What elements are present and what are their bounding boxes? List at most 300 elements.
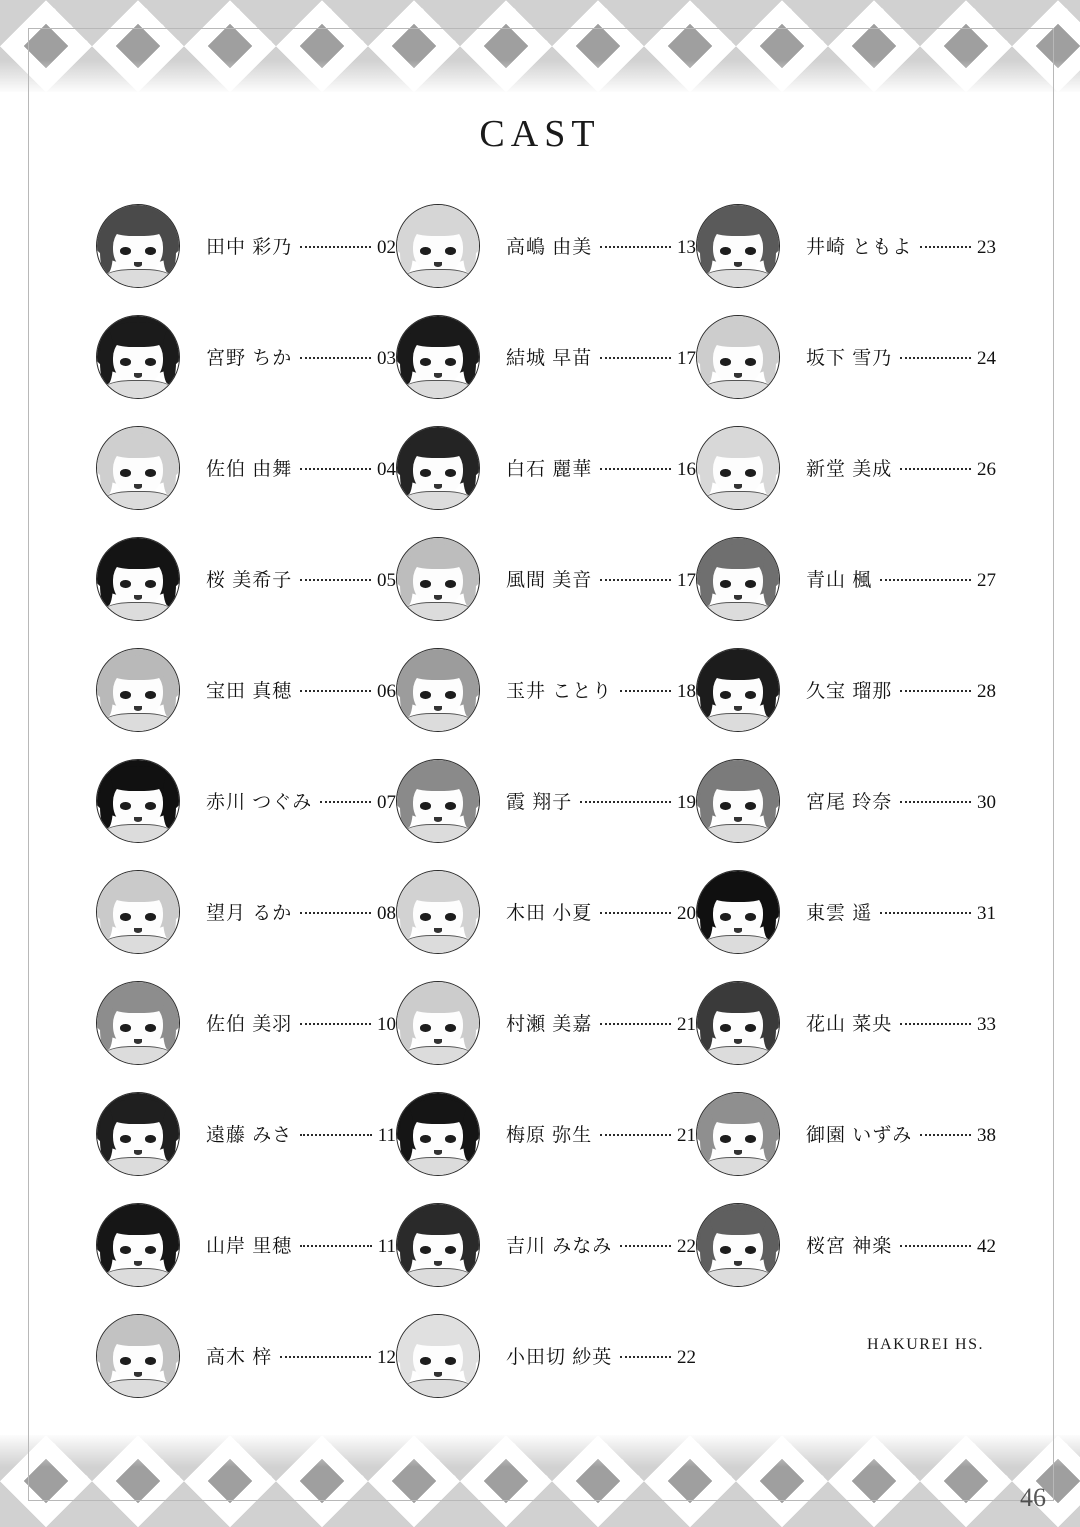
portrait-hair-side-left [400, 663, 413, 717]
cast-entry-text [506, 454, 696, 481]
portrait-artwork [697, 760, 779, 842]
cast-name: 青山 楓 [806, 570, 873, 591]
cast-portrait-icon [696, 315, 780, 399]
cast-page-number: 03 [377, 348, 396, 369]
portrait-eye-left [420, 469, 431, 476]
cast-portrait-icon [696, 537, 780, 621]
portrait-mouth [134, 928, 142, 933]
cast-name: 村瀬 美嘉 [506, 1014, 593, 1035]
cast-page-number: 31 [977, 903, 996, 924]
cast-portrait-icon [396, 1203, 480, 1287]
portrait-mouth [434, 706, 442, 711]
cast-entry[interactable] [696, 412, 996, 523]
portrait-eye-right [745, 358, 756, 365]
portrait-eye-left [720, 247, 731, 254]
portrait-eye-left [420, 358, 431, 365]
portrait-artwork [397, 316, 479, 398]
portrait-eye-right [445, 469, 456, 476]
portrait-mouth [134, 706, 142, 711]
portrait-hair-side-right [763, 552, 776, 606]
cast-entry-text [206, 1342, 396, 1369]
portrait-bangs [407, 211, 469, 236]
portrait-hair-side-right [763, 330, 776, 384]
cast-portrait-icon [696, 1203, 780, 1287]
cast-entry[interactable] [696, 745, 996, 856]
cast-entry-text [506, 1009, 696, 1036]
cast-entry-text [806, 454, 996, 481]
portrait-mouth [734, 484, 742, 489]
portrait-hair-side-left [700, 219, 713, 273]
cast-entry[interactable] [96, 523, 396, 634]
portrait-mouth [434, 1261, 442, 1266]
cast-entry[interactable] [696, 634, 996, 745]
portrait-uniform [104, 269, 173, 287]
portrait-eye-left [120, 580, 131, 587]
cast-portrait-icon [696, 870, 780, 954]
portrait-hair-side-right [163, 996, 176, 1050]
cast-entry[interactable] [396, 523, 696, 634]
portrait-bangs [707, 544, 769, 569]
cast-page-number: 12 [377, 1347, 396, 1368]
cast-entry-text [806, 1231, 996, 1258]
portrait-uniform [404, 602, 473, 620]
cast-entry[interactable] [396, 1189, 696, 1300]
portrait-artwork [697, 982, 779, 1064]
cast-name: 井崎 ともよ [806, 237, 913, 258]
portrait-bangs [407, 544, 469, 569]
portrait-eye-right [145, 580, 156, 587]
portrait-uniform [104, 1046, 173, 1064]
cast-page-number: 08 [377, 903, 396, 924]
cast-name: 東雲 遥 [806, 903, 873, 924]
portrait-hair-side-right [163, 441, 176, 495]
portrait-artwork [97, 871, 179, 953]
cast-entry-text [806, 787, 996, 814]
portrait-artwork [97, 1204, 179, 1286]
portrait-eye-right [445, 691, 456, 698]
portrait-uniform [104, 935, 173, 953]
portrait-hair-side-left [400, 996, 413, 1050]
portrait-eye-right [745, 247, 756, 254]
cast-portrait-icon [396, 981, 480, 1065]
leader-dots [300, 579, 371, 581]
portrait-eye-right [145, 1024, 156, 1031]
cast-portrait-icon [696, 1092, 780, 1176]
portrait-eye-left [720, 1246, 731, 1253]
portrait-hair-side-left [100, 996, 113, 1050]
cast-column-1 [96, 190, 396, 1411]
cast-entry[interactable] [96, 190, 396, 301]
portrait-uniform [404, 824, 473, 842]
cast-name: 梅原 弥生 [506, 1125, 593, 1146]
leader-dots [900, 801, 971, 803]
portrait-uniform [704, 269, 773, 287]
cast-page-number: 11 [377, 1125, 396, 1146]
leader-dots [900, 468, 971, 470]
cast-portrait-icon [96, 981, 180, 1065]
portrait-artwork [697, 427, 779, 509]
cast-portrait-icon [96, 870, 180, 954]
cast-entry[interactable] [396, 1300, 696, 1411]
cast-entry[interactable] [96, 967, 396, 1078]
portrait-bangs [107, 655, 169, 680]
portrait-eye-left [720, 1024, 731, 1031]
cast-portrait-icon [396, 315, 480, 399]
cast-entry[interactable] [696, 856, 996, 967]
portrait-hair-side-left [700, 330, 713, 384]
cast-name: 御園 いずみ [806, 1125, 913, 1146]
portrait-hair-side-right [163, 219, 176, 273]
portrait-hair-side-left [100, 552, 113, 606]
portrait-artwork [697, 871, 779, 953]
cast-entry-text [506, 565, 696, 592]
cast-page-number: 42 [977, 1236, 996, 1257]
portrait-bangs [407, 1099, 469, 1124]
cast-name: 玉井 ことり [506, 681, 613, 702]
cast-portrait-icon [696, 204, 780, 288]
cast-page-number: 24 [977, 348, 996, 369]
portrait-eye-left [420, 802, 431, 809]
portrait-artwork [97, 1093, 179, 1175]
cast-portrait-icon [696, 759, 780, 843]
portrait-hair-side-right [463, 552, 476, 606]
leader-dots [600, 246, 671, 248]
portrait-hair-side-left [400, 1218, 413, 1272]
portrait-bangs [707, 322, 769, 347]
portrait-mouth [134, 1372, 142, 1377]
cast-entry[interactable] [96, 856, 396, 967]
portrait-hair-side-right [163, 663, 176, 717]
portrait-hair-side-left [400, 552, 413, 606]
portrait-eye-right [445, 802, 456, 809]
portrait-uniform [404, 1379, 473, 1397]
portrait-bangs [107, 766, 169, 791]
cast-name: 山岸 里穂 [206, 1236, 293, 1257]
portrait-eye-right [145, 469, 156, 476]
portrait-hair-side-left [100, 885, 113, 939]
portrait-eye-left [120, 1135, 131, 1142]
cast-page-number: 16 [677, 459, 696, 480]
portrait-hair-side-left [700, 774, 713, 828]
portrait-mouth [734, 373, 742, 378]
cast-portrait-icon [396, 759, 480, 843]
cast-entry-text [806, 1009, 996, 1036]
cast-entry[interactable] [696, 967, 996, 1078]
cast-entry[interactable] [96, 412, 396, 523]
portrait-eye-right [745, 469, 756, 476]
leader-dots [300, 1134, 371, 1136]
portrait-artwork [97, 427, 179, 509]
portrait-hair-side-left [700, 441, 713, 495]
portrait-uniform [104, 602, 173, 620]
leader-dots [900, 1023, 971, 1025]
portrait-artwork [97, 205, 179, 287]
portrait-uniform [704, 602, 773, 620]
portrait-eye-left [420, 580, 431, 587]
portrait-bangs [107, 877, 169, 902]
portrait-bangs [707, 433, 769, 458]
cast-entry[interactable] [696, 190, 996, 301]
portrait-hair-side-right [763, 996, 776, 1050]
portrait-uniform [404, 1046, 473, 1064]
cast-entry[interactable] [696, 523, 996, 634]
cast-entry-text [506, 232, 696, 259]
page-title: CAST [479, 113, 601, 155]
cast-name: 遠藤 みさ [206, 1125, 293, 1146]
cast-portrait-icon [96, 1092, 180, 1176]
portrait-hair-side-right [763, 441, 776, 495]
portrait-eye-left [120, 802, 131, 809]
portrait-artwork [397, 982, 479, 1064]
portrait-bangs [707, 766, 769, 791]
cast-portrait-icon [96, 537, 180, 621]
cast-entry[interactable] [396, 301, 696, 412]
portrait-artwork [697, 316, 779, 398]
portrait-mouth [434, 373, 442, 378]
portrait-uniform [104, 713, 173, 731]
leader-dots [320, 801, 371, 803]
portrait-mouth [434, 817, 442, 822]
portrait-artwork [697, 1093, 779, 1175]
portrait-eye-right [745, 1024, 756, 1031]
leader-dots [920, 1134, 971, 1136]
portrait-hair-side-left [700, 1218, 713, 1272]
portrait-hair-side-left [400, 1329, 413, 1383]
portrait-hair-side-right [163, 1107, 176, 1161]
portrait-eye-left [720, 469, 731, 476]
portrait-eye-left [720, 1135, 731, 1142]
leader-dots [900, 357, 971, 359]
leader-dots [600, 579, 671, 581]
leader-dots [300, 690, 371, 692]
cast-name: 佐伯 由舞 [206, 459, 293, 480]
cast-entry-text [506, 676, 696, 703]
portrait-bangs [707, 1210, 769, 1235]
cast-entry[interactable] [396, 190, 696, 301]
portrait-eye-right [445, 1246, 456, 1253]
cast-name: 宝田 真穂 [206, 681, 293, 702]
cast-entry[interactable] [396, 745, 696, 856]
portrait-eye-left [420, 913, 431, 920]
portrait-artwork [397, 1204, 479, 1286]
cast-name: 坂下 雪乃 [806, 348, 893, 369]
cast-portrait-icon [96, 315, 180, 399]
cast-name: 久宝 瑠那 [806, 681, 893, 702]
portrait-bangs [407, 766, 469, 791]
portrait-hair-side-right [463, 996, 476, 1050]
cast-entry-text [206, 343, 396, 370]
leader-dots [620, 690, 671, 692]
cast-entry[interactable] [96, 745, 396, 856]
portrait-eye-left [420, 691, 431, 698]
cast-entry[interactable] [396, 967, 696, 1078]
portrait-uniform [404, 1268, 473, 1286]
cast-column-2 [396, 190, 696, 1411]
portrait-mouth [134, 1039, 142, 1044]
cast-entry[interactable] [96, 301, 396, 412]
cast-portrait-icon [396, 426, 480, 510]
leader-dots [300, 1245, 371, 1247]
portrait-hair-side-right [163, 330, 176, 384]
portrait-uniform [704, 1046, 773, 1064]
cast-entry[interactable] [96, 1300, 396, 1411]
cast-entry[interactable] [396, 412, 696, 523]
portrait-uniform [104, 380, 173, 398]
cast-entry-text [206, 1120, 396, 1147]
cast-entry[interactable] [396, 856, 696, 967]
portrait-artwork [97, 760, 179, 842]
cast-page-number: 27 [977, 570, 996, 591]
portrait-uniform [704, 824, 773, 842]
cast-entry-text [506, 787, 696, 814]
cast-name: 小田切 紗英 [506, 1347, 613, 1368]
portrait-uniform [404, 491, 473, 509]
portrait-hair-side-left [400, 885, 413, 939]
portrait-bangs [707, 655, 769, 680]
portrait-hair-side-right [163, 1329, 176, 1383]
cast-entry[interactable] [696, 301, 996, 412]
portrait-eye-right [445, 913, 456, 920]
portrait-hair-side-left [100, 1218, 113, 1272]
portrait-hair-side-left [400, 1107, 413, 1161]
portrait-hair-side-right [463, 1107, 476, 1161]
portrait-artwork [97, 649, 179, 731]
cast-page-number: 13 [677, 237, 696, 258]
cast-name: 霞 翔子 [506, 792, 573, 813]
portrait-hair-side-left [700, 1107, 713, 1161]
portrait-hair-side-right [463, 774, 476, 828]
portrait-artwork [397, 538, 479, 620]
cast-name: 桜宮 神楽 [806, 1236, 893, 1257]
cast-portrait-icon [396, 1092, 480, 1176]
portrait-hair-side-right [463, 885, 476, 939]
cast-page-number: 06 [377, 681, 396, 702]
cast-page-number: 22 [677, 1236, 696, 1257]
cast-portrait-icon [696, 648, 780, 732]
portrait-eye-left [720, 580, 731, 587]
cast-entry[interactable] [396, 1078, 696, 1189]
cast-entry-text [206, 565, 396, 592]
portrait-eye-left [120, 1246, 131, 1253]
portrait-eye-left [120, 1357, 131, 1364]
portrait-mouth [734, 595, 742, 600]
portrait-hair-side-left [700, 996, 713, 1050]
portrait-uniform [104, 491, 173, 509]
cast-entry[interactable] [396, 634, 696, 745]
cast-entry-text [206, 787, 396, 814]
cast-entry[interactable] [96, 634, 396, 745]
portrait-eye-right [145, 247, 156, 254]
cast-page-number: 17 [677, 348, 696, 369]
portrait-eye-right [745, 691, 756, 698]
portrait-eye-left [420, 1357, 431, 1364]
cast-entry[interactable] [96, 1078, 396, 1189]
cast-portrait-icon [96, 648, 180, 732]
portrait-eye-right [445, 580, 456, 587]
portrait-hair-side-left [100, 1329, 113, 1383]
portrait-uniform [404, 1157, 473, 1175]
portrait-bangs [707, 988, 769, 1013]
cast-name: 田中 彩乃 [206, 237, 293, 258]
portrait-hair-side-right [763, 219, 776, 273]
cast-page-number: 18 [677, 681, 696, 702]
portrait-mouth [434, 1150, 442, 1155]
portrait-bangs [107, 1321, 169, 1346]
leader-dots [300, 468, 371, 470]
cast-name: 花山 菜央 [806, 1014, 893, 1035]
cast-name: 木田 小夏 [506, 903, 593, 924]
portrait-hair-side-left [400, 774, 413, 828]
portrait-hair-side-right [763, 1107, 776, 1161]
cast-portrait-icon [396, 537, 480, 621]
cast-page-number: 04 [377, 459, 396, 480]
cast-name: 白石 麗華 [506, 459, 593, 480]
portrait-uniform [404, 935, 473, 953]
cast-name: 宮野 ちか [206, 348, 293, 369]
portrait-mouth [434, 1039, 442, 1044]
page-folio: 46 [1020, 1483, 1046, 1512]
portrait-bangs [107, 433, 169, 458]
leader-dots [600, 1023, 671, 1025]
portrait-bangs [407, 655, 469, 680]
portrait-eye-right [445, 247, 456, 254]
portrait-eye-right [445, 1135, 456, 1142]
portrait-hair-side-right [463, 441, 476, 495]
cast-page-number: 38 [977, 1125, 996, 1146]
cast-name: 高木 梓 [206, 1347, 273, 1368]
portrait-artwork [697, 1204, 779, 1286]
portrait-hair-side-left [700, 552, 713, 606]
portrait-hair-side-right [163, 552, 176, 606]
portrait-eye-left [420, 247, 431, 254]
portrait-bangs [707, 211, 769, 236]
cast-page-number: 21 [677, 1014, 696, 1035]
cast-portrait-icon [696, 981, 780, 1065]
cast-entry[interactable] [696, 1078, 996, 1189]
cast-entry[interactable] [96, 1189, 396, 1300]
portrait-mouth [734, 1261, 742, 1266]
portrait-eye-right [745, 802, 756, 809]
portrait-bangs [707, 877, 769, 902]
portrait-hair-side-left [100, 219, 113, 273]
portrait-bangs [407, 433, 469, 458]
portrait-eye-left [720, 802, 731, 809]
portrait-eye-right [145, 802, 156, 809]
cast-entry[interactable] [696, 1189, 996, 1300]
cast-entry-text [206, 1009, 396, 1036]
portrait-mouth [134, 1261, 142, 1266]
portrait-bangs [107, 988, 169, 1013]
cast-portrait-icon [396, 648, 480, 732]
portrait-artwork [397, 205, 479, 287]
portrait-artwork [397, 1093, 479, 1175]
cast-page-number: 07 [377, 792, 396, 813]
portrait-artwork [697, 205, 779, 287]
portrait-artwork [697, 649, 779, 731]
portrait-eye-right [145, 1246, 156, 1253]
portrait-eye-right [445, 358, 456, 365]
cast-entry-text [506, 898, 696, 925]
portrait-eye-right [145, 358, 156, 365]
portrait-uniform [704, 935, 773, 953]
portrait-uniform [104, 1157, 173, 1175]
portrait-artwork [697, 538, 779, 620]
portrait-eye-right [145, 1135, 156, 1142]
cast-page-number: 05 [377, 570, 396, 591]
portrait-uniform [704, 491, 773, 509]
leader-dots [300, 912, 371, 914]
portrait-eye-left [120, 247, 131, 254]
